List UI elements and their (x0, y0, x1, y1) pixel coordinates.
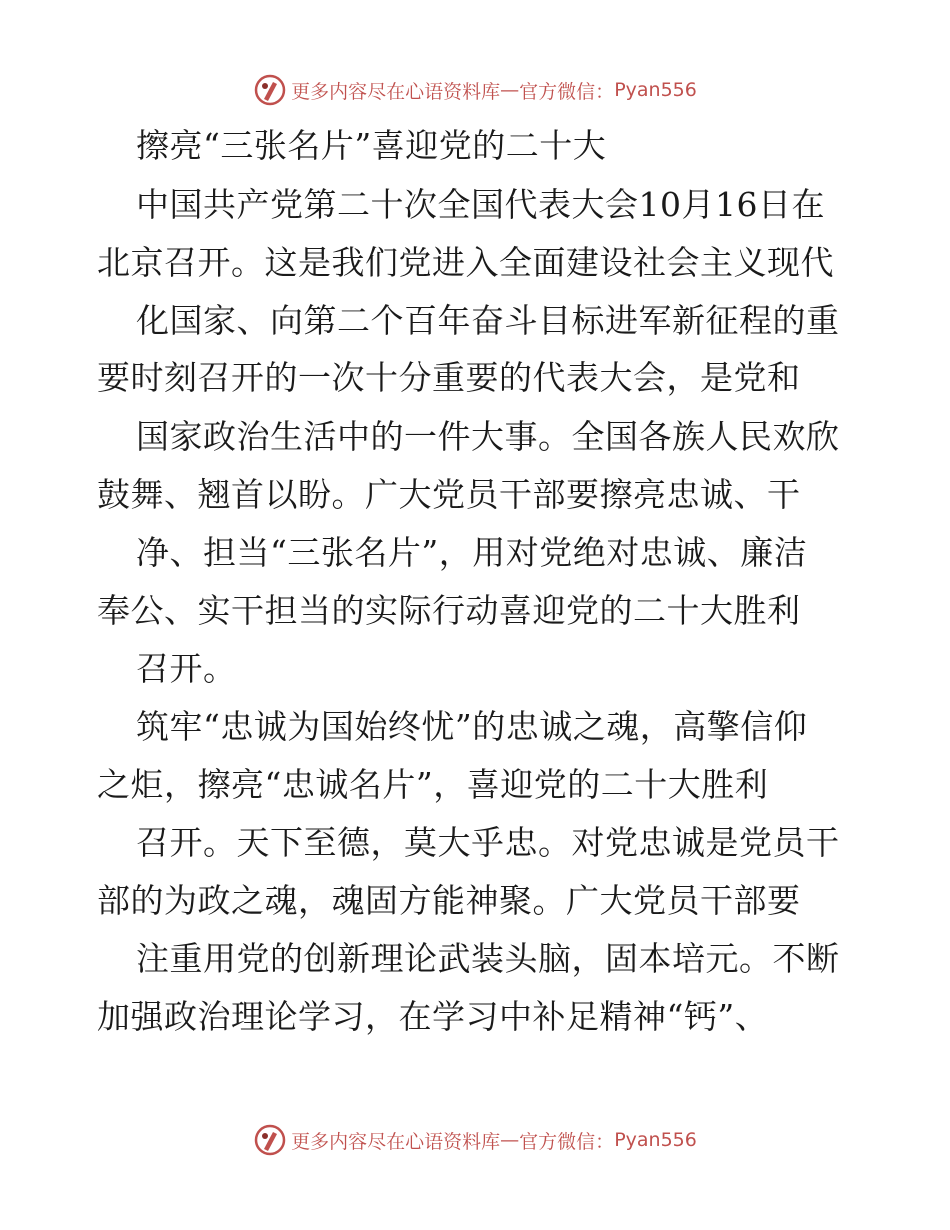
watermark-logo-icon (253, 1123, 287, 1157)
text-line: 奉公、实干担当的实际行动喜迎党的二十大胜利 (97, 591, 801, 630)
text-line: 要时刻召开的一次十分重要的代表大会，是党和 (97, 358, 801, 397)
text-line: 净、担当“三张名片”，用对党绝对忠诚、廉洁 (136, 533, 808, 572)
text-line: 化国家、向第二个百年奋斗目标进军新征程的重 (136, 301, 840, 340)
text-line: 加强政治理论学习，在学习中补足精神“钙”、 (97, 997, 769, 1036)
text-line: 中国共产党第二十次全国代表大会10月16日在 (136, 185, 825, 224)
text-line: 部的为政之魂，魂固方能神聚。广大党员干部要 (97, 881, 801, 920)
watermark-wechat-id: Pyan556 (614, 79, 697, 101)
watermark-dash: — (500, 79, 520, 101)
text-line: 之炬，擦亮“忠诚名片”，喜迎党的二十大胜利 (97, 765, 769, 804)
text-line: 注重用党的创新理论武装头脑，固本培元。不断 (136, 939, 840, 978)
watermark-wechat-label: 官方微信： (519, 80, 615, 103)
watermark-dash: — (500, 1129, 520, 1151)
watermark-site-text: 更多内容尽在心语资料库 (291, 80, 501, 103)
watermark-wechat-id: Pyan556 (614, 1129, 697, 1151)
text-line: 国家政治生活中的一件大事。全国各族人民欢欣 (136, 417, 840, 456)
watermark-site-text: 更多内容尽在心语资料库 (291, 1130, 501, 1153)
watermark-wechat-label: 官方微信： (519, 1130, 615, 1153)
watermark-banner-bottom (0, 1120, 950, 1160)
text-line: 筑牢“忠诚为国始终忧”的忠诚之魂，高擎信仰 (136, 707, 808, 746)
document-title: 擦亮“三张名片”喜迎党的二十大 (136, 126, 607, 165)
text-line: 北京召开。这是我们党进入全面建设社会主义现代 (97, 243, 834, 282)
text-line: 鼓舞、翘首以盼。广大党员干部要擦亮忠诚、干 (97, 475, 801, 514)
text-line: 召开。 (136, 649, 237, 688)
text-line: 召开。天下至德，莫大乎忠。对党忠诚是党员干 (136, 823, 840, 862)
